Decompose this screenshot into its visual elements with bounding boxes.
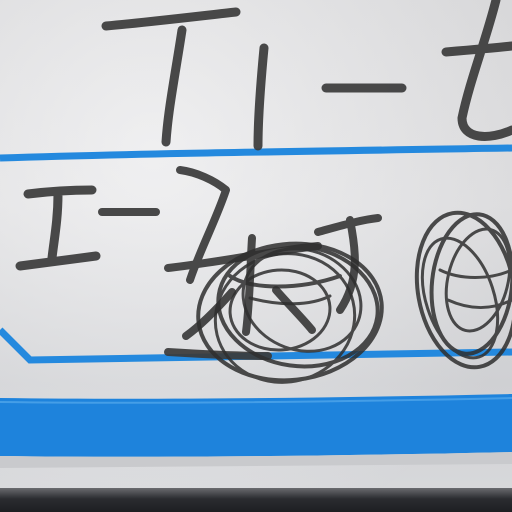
stroke-yu — [20, 190, 96, 266]
stroke-wa — [106, 12, 236, 142]
scribble-circle-icon — [405, 205, 512, 375]
stroke-i — [258, 48, 264, 146]
stroke-right-char — [446, 0, 512, 136]
